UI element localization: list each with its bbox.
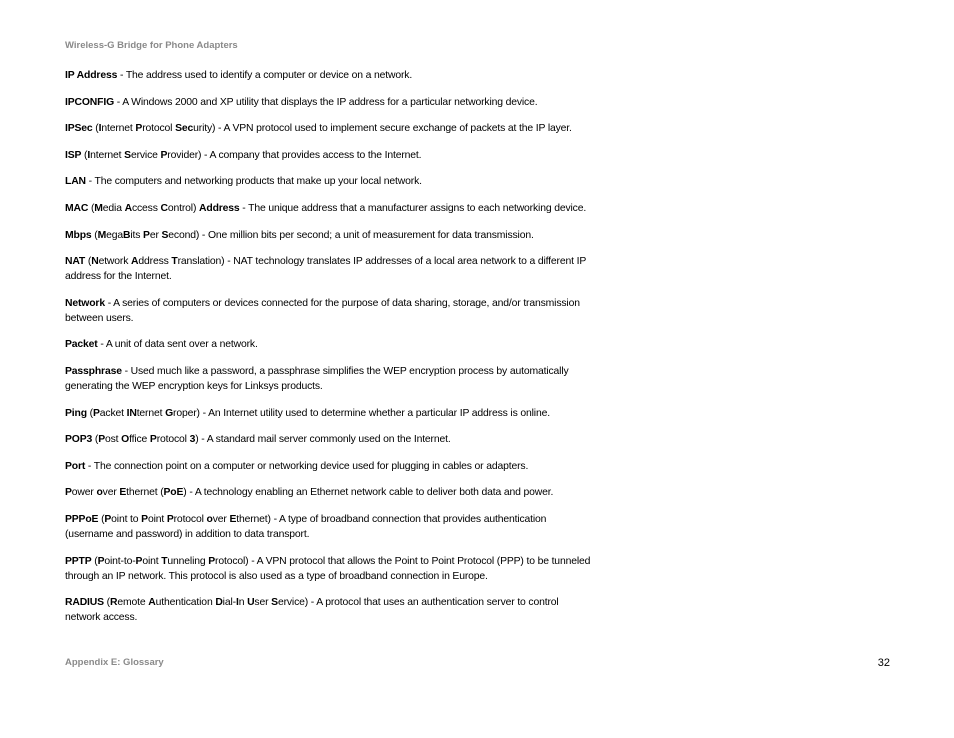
running-header: Wireless-G Bridge for Phone Adapters	[65, 40, 238, 51]
definition-text: oint to	[111, 513, 142, 525]
term-bold-text: Packet	[65, 339, 98, 351]
term-bold-text: IP Address	[65, 70, 118, 81]
term-bold-text: Port	[65, 460, 86, 472]
definition-text: (	[98, 513, 105, 525]
term-bold-text: PPPoE	[65, 513, 99, 525]
definition-text: (	[88, 202, 95, 214]
term-bold-text: P	[97, 555, 105, 567]
definition-text: rovider) - A company that provides access to the Internet.	[167, 149, 422, 161]
glossary-entry-pptp	[65, 554, 595, 584]
term-bold-text: P	[143, 229, 150, 241]
definition-text: rotocol	[173, 513, 207, 525]
term-bold-text: P	[104, 513, 112, 525]
term-bold-text: I	[98, 123, 102, 135]
definition-text: ffice	[129, 434, 150, 446]
definition-text: (	[86, 407, 93, 419]
definition-text: (	[81, 149, 88, 161]
term-bold-text: A	[131, 256, 139, 268]
definition-text: nternet	[101, 123, 136, 135]
term-bold-text: S	[271, 597, 278, 609]
glossary-entry-radius	[65, 595, 595, 625]
definition-text: ddress	[138, 256, 172, 268]
term-bold-text: A	[124, 202, 132, 214]
term-bold-text: C	[160, 202, 168, 214]
definition-text: ) - A technology enabling an Ethernet network cable to deliver both data and power.	[183, 487, 554, 499]
definition-text: ontrol)	[167, 202, 200, 214]
definition-text: - Used much like a password, a passphrase simplifies the WEP encryption process by automatically generating the WEP encryption keys for Linksys products.	[65, 365, 569, 392]
term-bold-text: M	[97, 229, 107, 241]
term-bold-text: P	[135, 123, 143, 135]
term-bold-text: o	[96, 487, 103, 499]
term-bold-text: P	[65, 487, 72, 499]
definition-text: rotocol	[156, 434, 190, 446]
glossary-content	[65, 68, 595, 637]
definition-text: its	[130, 229, 144, 241]
page-number: 32	[877, 657, 890, 669]
definition-text: ial-	[222, 597, 236, 609]
definition-text: ower	[71, 487, 97, 499]
term-bold-text: P	[208, 555, 216, 567]
term-bold-text: Passphrase	[65, 365, 122, 377]
definition-text: oint	[142, 555, 162, 567]
term-bold-text: P	[160, 149, 168, 161]
term-bold-text: Sec	[175, 123, 194, 135]
term-bold-text: E	[119, 487, 127, 499]
term-bold-text: ISP	[65, 149, 82, 161]
definition-text: ost	[104, 434, 122, 446]
glossary-entry-network	[65, 296, 595, 326]
term-bold-text: Network	[65, 297, 105, 309]
footer-section-title: Appendix E: Glossary	[65, 657, 164, 668]
definition-text: ccess	[131, 202, 161, 214]
definition-text: er	[149, 229, 162, 241]
definition-text: ver	[102, 487, 120, 499]
definition-text: roper) - An Internet utility used to determine whether a particular IP address is online.	[173, 407, 550, 419]
definition-text: - A series of computers or devices connected for the purpose of data sharing, storage, and/or transmission between users.	[65, 297, 580, 324]
glossary-entry-nat	[65, 254, 595, 284]
definition-text: - The computers and networking products that make up your local network.	[85, 176, 422, 188]
glossary-entry-packet	[65, 337, 595, 352]
definition-text: ) - A standard mail server commonly used on the Internet.	[195, 434, 451, 446]
glossary-entry-ipconfig	[65, 95, 595, 110]
term-bold-text: T	[171, 256, 178, 268]
definition-text: (	[92, 434, 99, 446]
definition-text: (	[91, 229, 98, 241]
term-bold-text: NAT	[65, 256, 86, 268]
term-bold-text: IN	[126, 407, 137, 419]
term-bold-text: PoE	[163, 487, 184, 499]
definition-text: ranslation) - NAT technology translates IP addresses of a local area network to a different IP address for the Internet.	[65, 256, 586, 283]
term-bold-text: P	[92, 407, 100, 419]
glossary-entry-poe	[65, 485, 595, 500]
glossary-entry-passphrase	[65, 364, 595, 394]
definition-text: nternet	[90, 149, 125, 161]
glossary-entry-lan	[65, 174, 595, 189]
definition-text: (	[103, 597, 110, 609]
term-bold-text: P	[149, 434, 157, 446]
definition-text: unneling	[167, 555, 209, 567]
definition-text: etwork	[98, 256, 132, 268]
definition-text: - A unit of data sent over a network.	[97, 339, 258, 351]
glossary-entry-pop3	[65, 432, 595, 447]
term-bold-text: P	[141, 513, 148, 525]
definition-text: (	[91, 555, 98, 567]
definition-text: - The address used to identify a computer or device on a network.	[117, 70, 413, 81]
term-bold-text: o	[206, 513, 213, 525]
glossary-entry-ping	[65, 406, 595, 421]
term-bold-text: P	[135, 555, 143, 567]
definition-text: oint-to-	[104, 555, 136, 567]
definition-text: - The connection point on a computer or networking device used for plugging in cables or adapters.	[85, 460, 529, 472]
definition-text: emote	[117, 597, 149, 609]
term-bold-text: 3	[189, 434, 196, 446]
definition-text: econd) - One million bits per second; a unit of measurement for data transmission.	[168, 229, 534, 241]
definition-text: thernet) - A type of broadband connection that provides authentication (username and password) in addition to data transport.	[65, 513, 547, 540]
term-bold-text: I	[87, 149, 91, 161]
term-bold-text: U	[247, 597, 255, 609]
term-bold-text: R	[110, 597, 118, 609]
glossary-entry-mbps	[65, 228, 595, 243]
term-bold-text: RADIUS	[65, 597, 104, 609]
term-bold-text: I	[235, 597, 239, 609]
term-bold-text: IPCONFIG	[65, 96, 115, 108]
term-bold-text: S	[124, 149, 131, 161]
definition-text: ervice	[130, 149, 161, 161]
definition-text: ser	[254, 597, 272, 609]
term-bold-text: P	[98, 434, 105, 446]
term-bold-text: P	[166, 513, 174, 525]
definition-text: urity) - A VPN protocol used to implement secure exchange of packets at the IP layer.	[193, 123, 572, 135]
glossary-entry-pppoe	[65, 512, 595, 542]
term-bold-text: O	[121, 434, 130, 446]
glossary-entry-isp	[65, 148, 595, 163]
definition-text: oint	[147, 513, 167, 525]
term-bold-text: LAN	[65, 176, 86, 188]
glossary-entry-ipsec	[65, 121, 595, 136]
definition-text: thernet (	[126, 487, 164, 499]
glossary-entry-mac	[65, 201, 595, 216]
term-bold-text: MAC	[65, 202, 89, 214]
term-bold-text: POP3	[65, 434, 93, 446]
glossary-entry-ip-address	[65, 68, 595, 83]
term-bold-text: B	[123, 229, 131, 241]
definition-text: ervice) - A protocol that uses an authentication server to control network access.	[65, 597, 559, 624]
definition-text: ternet	[136, 407, 166, 419]
term-bold-text: PPTP	[65, 555, 92, 567]
term-bold-text: N	[91, 256, 99, 268]
definition-text: uthentication	[155, 597, 216, 609]
term-bold-text: E	[229, 513, 237, 525]
term-bold-text: M	[94, 202, 103, 214]
definition-text: ega	[106, 229, 123, 241]
definition-text: (	[85, 256, 92, 268]
definition-text: edia	[102, 202, 125, 214]
term-bold-text: Ping	[65, 407, 87, 419]
term-bold-text: S	[161, 229, 169, 241]
definition-text: (	[92, 123, 99, 135]
term-bold-text: D	[215, 597, 223, 609]
glossary-entry-port	[65, 459, 595, 474]
definition-text: - The unique address that a manufacturer assigns to each networking device.	[239, 202, 587, 214]
term-bold-text: G	[165, 407, 174, 419]
definition-text: n	[238, 597, 248, 609]
definition-text: rotocol	[142, 123, 176, 135]
term-bold-text: IPSec	[65, 123, 93, 135]
term-bold-text: Address	[199, 202, 240, 214]
definition-text: acket	[99, 407, 127, 419]
definition-text: ver	[212, 513, 230, 525]
term-bold-text: Mbps	[65, 229, 92, 241]
term-bold-text: T	[161, 555, 168, 567]
term-bold-text: A	[148, 597, 156, 609]
definition-text: - A Windows 2000 and XP utility that displays the IP address for a particular networking device.	[114, 96, 538, 108]
definition-text: rotocol) - A VPN protocol that allows the Point to Point Protocol (PPP) to be tunneled through an IP network. This protocol is also used as a type of broadband connection in Europe.	[65, 555, 591, 582]
